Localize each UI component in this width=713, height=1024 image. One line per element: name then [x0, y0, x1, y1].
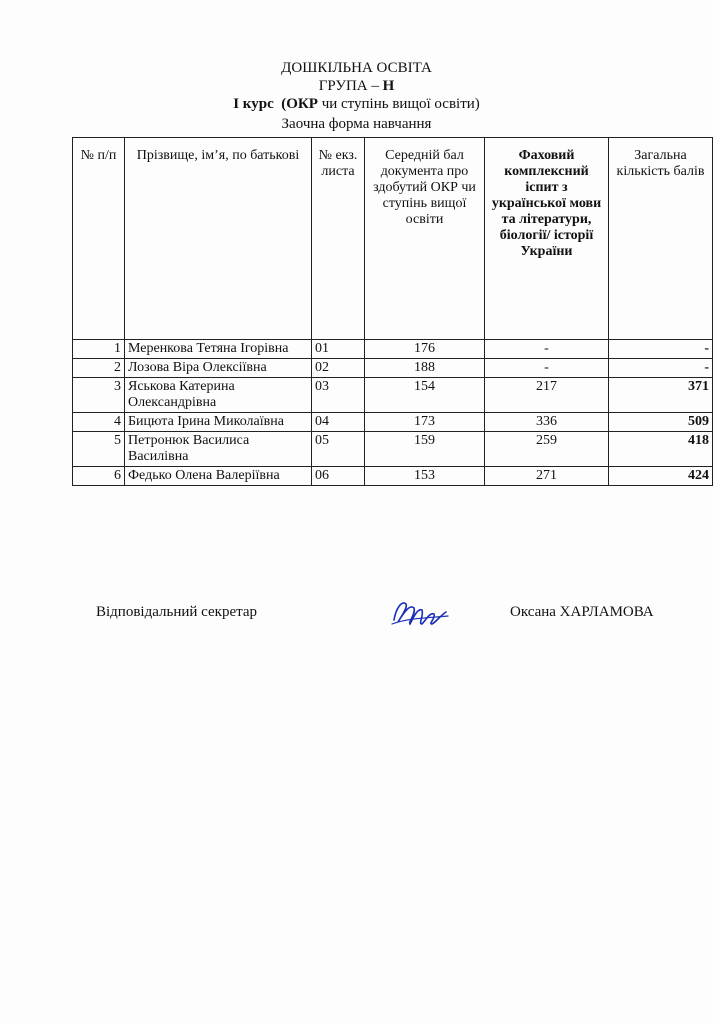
header-name: Прізвище, ім’я, по батькові [125, 138, 312, 340]
row-name: Федько Олена Валеріївна [125, 467, 312, 486]
row-exam: - [485, 359, 609, 378]
row-sheet: 02 [312, 359, 365, 378]
row-total: - [609, 359, 713, 378]
row-number: 3 [73, 378, 125, 413]
group-letter: Н [382, 78, 395, 94]
row-name: Лозова Віра Олексіївна [125, 359, 312, 378]
table-row [73, 413, 713, 432]
row-average: 188 [365, 359, 485, 378]
secretary-position: Відповідальний секретар [96, 604, 258, 620]
table-header-row [73, 138, 713, 340]
table-row [73, 359, 713, 378]
department-title: ДОШКІЛЬНА ОСВІТА [281, 60, 432, 76]
row-total: 371 [609, 378, 713, 413]
header-number: № п/п [73, 138, 125, 340]
header-total: Загальна кількість балів [609, 138, 713, 340]
row-name: Бицюта Ірина Миколаївна [125, 413, 312, 432]
row-name: Петронюк Василиса Василівна [125, 432, 312, 467]
row-total: 509 [609, 413, 713, 432]
results-table [72, 137, 713, 486]
row-average: 153 [365, 467, 485, 486]
row-number: 5 [73, 432, 125, 467]
signature-icon [388, 594, 450, 630]
row-number: 4 [73, 413, 125, 432]
course-title [0, 96, 713, 113]
row-average: 173 [365, 413, 485, 432]
row-total: 418 [609, 432, 713, 467]
group-prefix: ГРУПА – [318, 78, 383, 94]
row-exam: 271 [485, 467, 609, 486]
row-average: 159 [365, 432, 485, 467]
row-total: - [609, 340, 713, 359]
row-number: 6 [73, 467, 125, 486]
table-row [73, 467, 713, 486]
course-label: І курс [233, 96, 274, 112]
row-sheet: 04 [312, 413, 365, 432]
group-title [0, 78, 713, 95]
row-sheet: 03 [312, 378, 365, 413]
header-sheet: № екз. листа [312, 138, 365, 340]
row-total: 424 [609, 467, 713, 486]
row-sheet: 06 [312, 467, 365, 486]
row-sheet: 01 [312, 340, 365, 359]
table-row [73, 378, 713, 413]
row-exam: 336 [485, 413, 609, 432]
secretary-name: Оксана ХАРЛАМОВА [510, 604, 654, 620]
row-exam: 217 [485, 378, 609, 413]
row-average: 154 [365, 378, 485, 413]
okr-label: (ОКР [281, 96, 318, 112]
row-exam: 259 [485, 432, 609, 467]
row-average: 176 [365, 340, 485, 359]
header-exam: Фаховий комплексний іспит з української мови та літератури, біології/ історії України [485, 138, 609, 340]
row-exam: - [485, 340, 609, 359]
row-number: 2 [73, 359, 125, 378]
table-row [73, 432, 713, 467]
degree-label: чи ступінь вищої освіти) [317, 96, 480, 112]
row-sheet: 05 [312, 432, 365, 467]
study-form: Заочна форма навчання [281, 116, 432, 132]
header-average: Середній бал документа про здобутий ОКР чи ступінь вищої освіти [365, 138, 485, 340]
row-name: Яськова Катерина Олександрівна [125, 378, 312, 413]
row-name: Меренкова Тетяна Ігорівна [125, 340, 312, 359]
row-number: 1 [73, 340, 125, 359]
table-row [73, 340, 713, 359]
